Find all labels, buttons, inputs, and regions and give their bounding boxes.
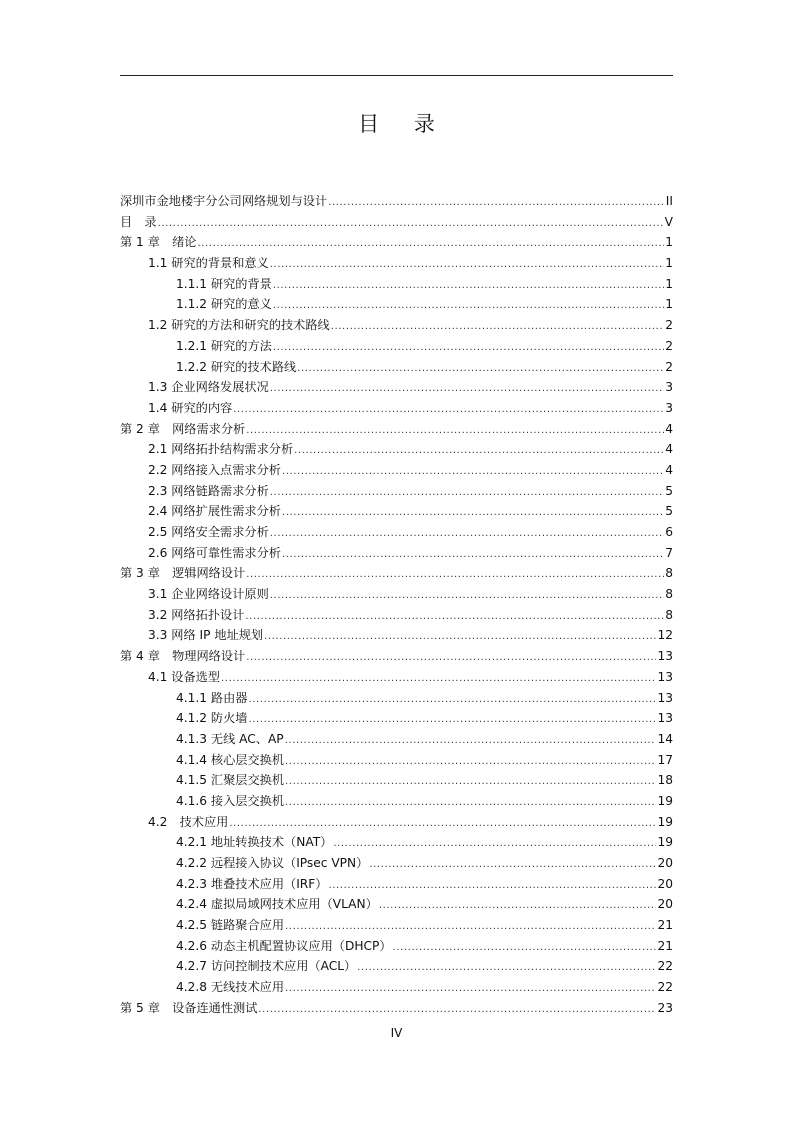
toc-entry-page-number: 17 (657, 752, 673, 767)
toc-entry-page-number: 13 (657, 669, 673, 684)
toc-entry[interactable] (120, 336, 673, 357)
toc-entry[interactable] (120, 956, 673, 977)
toc-entry-page-number: 1 (665, 256, 673, 271)
toc-entry-label: 4.2.7 访问控制技术应用（ACL） (176, 959, 357, 974)
toc-entry-label: 2.3 网络链路需求分析 (148, 483, 269, 498)
toc-entry-label: 第 5 章 设备连通性测试 (120, 1000, 258, 1015)
toc-entry-page-number: 22 (657, 959, 673, 974)
toc-entry[interactable] (120, 563, 673, 584)
toc-dot-leader (333, 834, 656, 853)
toc-entry-label: 4.2.3 堆叠技术应用（IRF） (176, 876, 328, 891)
page-title: 目 录 (358, 112, 449, 136)
toc-entry-page-number: 8 (665, 587, 673, 602)
toc-entry-page-number: 4 (665, 442, 673, 457)
toc-entry[interactable] (120, 419, 673, 440)
toc-entry-page-number: 13 (657, 711, 673, 726)
toc-entry[interactable] (120, 977, 673, 998)
toc-entry[interactable] (120, 605, 673, 626)
toc-entry[interactable] (120, 936, 673, 957)
toc-entry[interactable] (120, 253, 673, 274)
toc-entry[interactable] (120, 460, 673, 481)
toc-entry-page-number: 14 (657, 731, 673, 746)
toc-entry[interactable] (120, 191, 673, 212)
toc-entry[interactable] (120, 212, 673, 233)
toc-entry[interactable] (120, 729, 673, 750)
toc-dot-leader (270, 524, 664, 543)
toc-entry-label: 1.2.1 研究的方法 (176, 338, 272, 353)
toc-dot-leader (379, 896, 657, 915)
toc-entry-page-number: 1 (665, 235, 673, 250)
toc-entry-page-number: 3 (665, 400, 673, 415)
toc-dot-leader (248, 710, 656, 729)
footer-page-number: IV (390, 1026, 403, 1040)
toc-entry-page-number: 19 (657, 835, 673, 850)
toc-entry-label: 1.1.1 研究的背景 (176, 276, 272, 291)
toc-entry-page-number: 13 (657, 649, 673, 664)
toc-entry-label: 2.1 网络拓扑结构需求分析 (148, 442, 294, 457)
toc-entry-page-number: 23 (657, 1000, 673, 1015)
toc-entry[interactable] (120, 874, 673, 895)
toc-entry-page-number: 20 (657, 876, 673, 891)
toc-entry-label: 1.2.2 研究的技术路线 (176, 359, 297, 374)
toc-entry-label: 3.1 企业网络设计原则 (148, 587, 269, 602)
toc-entry-label: 第 4 章 物理网络设计 (120, 649, 246, 664)
toc-dot-leader (285, 752, 656, 771)
toc-entry[interactable] (120, 998, 673, 1019)
toc-dot-leader (331, 317, 665, 336)
toc-dot-leader (273, 338, 664, 357)
toc-dot-leader (357, 958, 656, 977)
toc-entry-label: 3.3 网络 IP 地址规划 (148, 628, 264, 643)
toc-entry[interactable] (120, 791, 673, 812)
toc-entry-page-number: II (665, 194, 673, 208)
toc-entry-page-number: 4 (665, 462, 673, 477)
toc-entry-page-number: 22 (657, 980, 673, 995)
toc-entry[interactable] (120, 481, 673, 502)
toc-entry[interactable] (120, 688, 673, 709)
toc-entry-label: 4.1.6 接入层交换机 (176, 793, 285, 808)
toc-dot-leader (246, 648, 656, 667)
toc-entry-label: 4.2.6 动态主机配置协议应用（DHCP） (176, 938, 392, 953)
toc-entry-page-number: 7 (665, 545, 673, 560)
toc-entry-page-number: 8 (665, 607, 673, 622)
toc-dot-leader (285, 772, 656, 791)
toc-dot-leader (221, 669, 656, 688)
toc-entry-label: 2.4 网络扩展性需求分析 (148, 504, 281, 519)
toc-dot-leader (294, 441, 664, 460)
toc-entry[interactable] (120, 501, 673, 522)
toc-dot-leader (297, 359, 664, 378)
toc-dot-leader (258, 1000, 656, 1019)
toc-dot-leader (248, 690, 656, 709)
toc-entry[interactable] (120, 853, 673, 874)
toc-dot-leader (328, 876, 656, 895)
toc-entry[interactable] (120, 915, 673, 936)
toc-entry-label: 1.2 研究的方法和研究的技术路线 (148, 318, 330, 333)
toc-dot-leader (285, 793, 656, 812)
toc-entry-page-number: 13 (657, 690, 673, 705)
toc-entry[interactable] (120, 625, 673, 646)
toc-entry[interactable] (120, 770, 673, 791)
toc-entry[interactable] (120, 274, 673, 295)
toc-entry-page-number: 21 (657, 938, 673, 953)
toc-entry-label: 第 1 章 绪论 (120, 235, 197, 250)
toc-entry-label: 2.5 网络安全需求分析 (148, 525, 269, 539)
toc-dot-leader (328, 193, 665, 212)
toc-dot-leader (282, 462, 664, 481)
toc-dot-leader (285, 917, 656, 936)
toc-entry-label: 4.1.5 汇聚层交换机 (176, 773, 285, 788)
toc-dot-leader (285, 731, 657, 750)
toc-entry-page-number: 5 (665, 504, 673, 519)
toc-entry-label: 4.1.1 路由器 (176, 690, 248, 705)
toc-dot-leader (270, 586, 664, 605)
toc-entry[interactable] (120, 543, 673, 564)
toc-dot-leader (264, 627, 656, 646)
toc-entry-page-number: 1 (665, 276, 673, 291)
toc-dot-leader (282, 503, 664, 522)
toc-entry-label: 第 2 章 网络需求分析 (120, 421, 246, 436)
toc-entry[interactable] (120, 315, 673, 336)
toc-entry-page-number: 20 (657, 856, 673, 870)
toc-entry-page-number: 8 (665, 566, 673, 581)
toc-entry[interactable] (120, 398, 673, 419)
toc-entry[interactable] (120, 708, 673, 729)
toc-dot-leader (270, 255, 664, 274)
toc-dot-leader (245, 607, 664, 626)
toc-dot-leader (197, 234, 664, 253)
toc-entry-label: 4.1 设备选型 (148, 669, 221, 684)
toc-dot-leader (369, 855, 656, 874)
toc-entry-page-number: 12 (657, 628, 673, 643)
toc-entry-label: 2.2 网络接入点需求分析 (148, 462, 281, 477)
toc-entry[interactable] (120, 232, 673, 253)
toc-entry-label: 4.2.1 地址转换技术（NAT） (176, 835, 333, 850)
toc-entry-page-number: 4 (665, 421, 673, 436)
toc-dot-leader (282, 545, 664, 564)
toc-entry[interactable] (120, 522, 673, 543)
toc-entry-page-number: 2 (665, 359, 673, 374)
toc-dot-leader (270, 483, 664, 502)
toc-dot-leader (229, 814, 656, 833)
toc-entry-label: 第 3 章 逻辑网络设计 (120, 566, 246, 581)
toc-entry-page-number: 19 (657, 793, 673, 808)
toc-entry-label: 1.4 研究的内容 (148, 400, 233, 415)
toc-entry-page-number: V (664, 214, 673, 229)
toc-entry-label: 1.3 企业网络发展状况 (148, 380, 269, 395)
toc-entry[interactable] (120, 357, 673, 378)
toc-entry-page-number: 3 (665, 380, 673, 395)
toc-dot-leader (246, 421, 664, 440)
toc-entry-label: 4.2.8 无线技术应用 (176, 980, 285, 995)
toc-entry[interactable] (120, 750, 673, 771)
toc-entry-label: 4.1.4 核心层交换机 (176, 752, 285, 767)
toc-entry[interactable] (120, 832, 673, 853)
toc-dot-leader (270, 379, 664, 398)
toc-entry[interactable] (120, 439, 673, 460)
toc-entry[interactable] (120, 584, 673, 605)
toc-entry-label: 4.2.4 虚拟局域网技术应用（VLAN） (176, 897, 378, 912)
toc-entry-label: 目 录 (120, 214, 157, 229)
toc-entry[interactable] (120, 812, 673, 833)
toc-dot-leader (233, 400, 664, 419)
toc-entry-label: 4.2 技术应用 (148, 814, 229, 829)
toc-entry-page-number: 5 (665, 483, 673, 498)
toc-entry[interactable] (120, 646, 673, 667)
toc-entry-label: 1.1.2 研究的意义 (176, 297, 272, 312)
toc-dot-leader (246, 565, 664, 584)
toc-entry-page-number: 20 (657, 897, 673, 912)
toc-entry[interactable] (120, 294, 673, 315)
header-rule (120, 75, 673, 76)
toc-entry-page-number: 19 (657, 814, 673, 829)
toc-dot-leader (273, 276, 664, 295)
toc-entry-label: 4.1.2 防火墙 (176, 711, 248, 726)
toc-entry-label: 4.1.3 无线 AC、AP (176, 731, 284, 746)
toc-entry-label: 4.2.2 远程接入协议（IPsec VPN） (176, 856, 369, 870)
toc-entry-page-number: 1 (665, 297, 673, 312)
toc-entry[interactable] (120, 667, 673, 688)
toc-entry-label: 4.2.5 链路聚合应用 (176, 918, 285, 933)
toc-entry-label: 2.6 网络可靠性需求分析 (148, 545, 281, 560)
toc-entry[interactable] (120, 894, 673, 915)
table-of-contents (120, 191, 673, 1019)
toc-entry-label: 1.1 研究的背景和意义 (148, 256, 269, 271)
toc-entry-label: 深圳市金地楼宇分公司网络规划与设计 (120, 194, 328, 208)
toc-dot-leader (158, 214, 664, 233)
toc-entry-page-number: 2 (665, 338, 673, 353)
toc-dot-leader (393, 938, 657, 957)
toc-entry-page-number: 2 (665, 318, 673, 333)
toc-dot-leader (273, 296, 664, 315)
toc-dot-leader (285, 979, 656, 998)
toc-entry-page-number: 18 (657, 773, 673, 788)
toc-entry-label: 3.2 网络拓扑设计 (148, 607, 245, 622)
toc-entry[interactable] (120, 377, 673, 398)
toc-entry-page-number: 6 (665, 525, 673, 539)
toc-entry-page-number: 21 (657, 918, 673, 933)
